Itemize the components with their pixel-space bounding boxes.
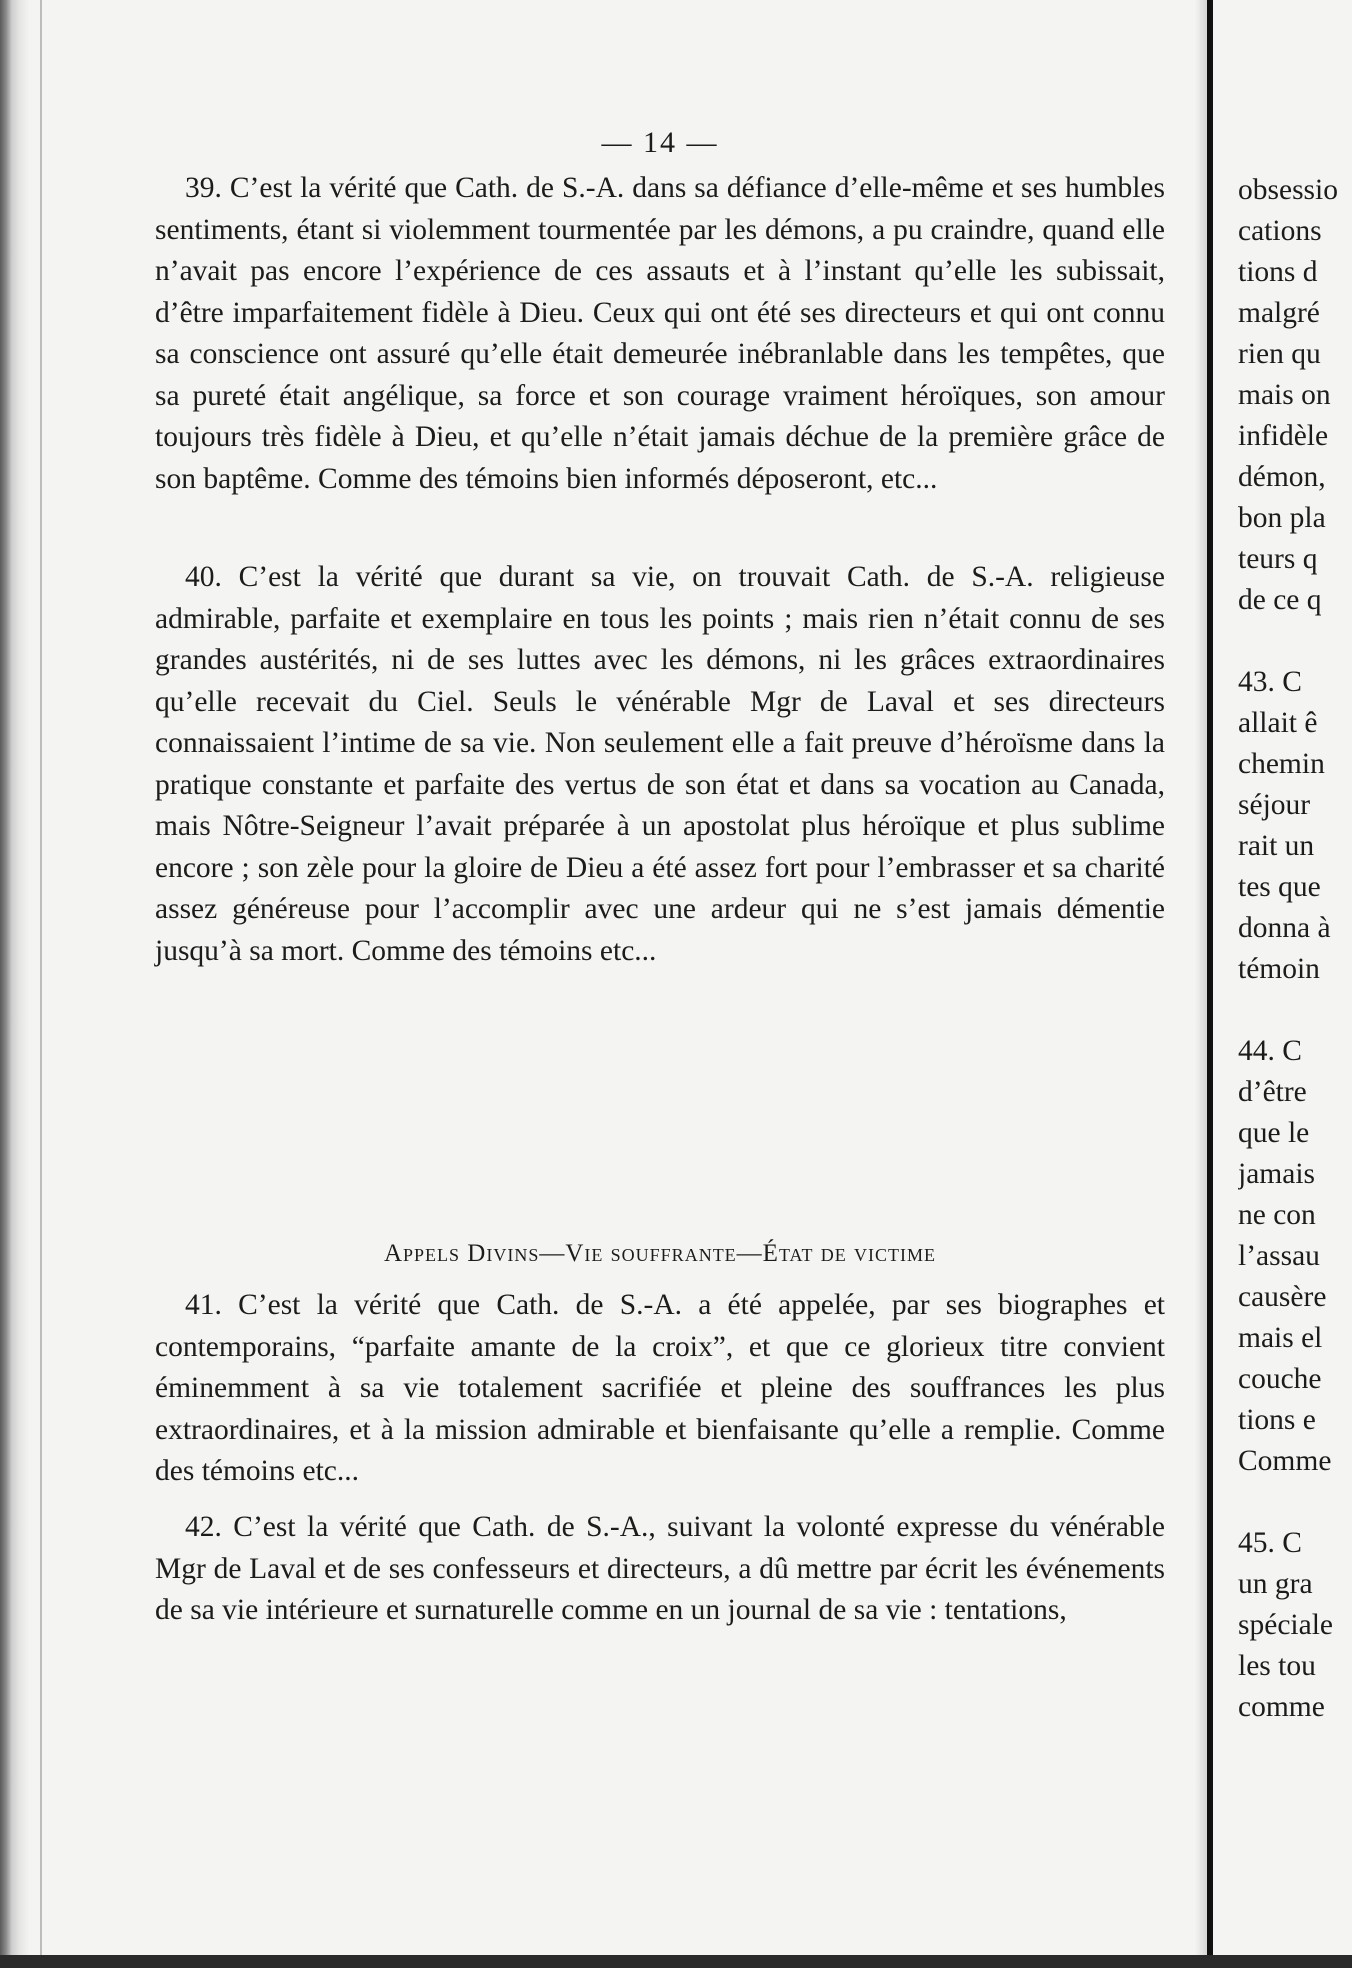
paragraph-text: 41. C’est la vérité que Cath. de S.-A. a été appelée, par ses biographes et contemporains, “parfaite amante de la croix”, et que ce glorieux titre convient éminemment à sa vie totalement sacrifiée et pleine des souffrances les plus extraordinaires, et à la mission admirable et bienfaisante qu’elle a remplie. Comme des témoins etc... bbox=[155, 1289, 1165, 1487]
right-line: les tou bbox=[1238, 1650, 1316, 1682]
page-edge-line bbox=[40, 0, 42, 1968]
right-line: d’être bbox=[1238, 1076, 1307, 1108]
page-number: — 14 — bbox=[601, 126, 719, 159]
right-line: de ce q bbox=[1238, 584, 1322, 616]
book-gutter bbox=[1207, 0, 1213, 1968]
paragraph-41 bbox=[155, 1285, 1165, 1493]
paragraph-text: 39. C’est la vérité que Cath. de S.-A. dans sa défiance d’elle-même et ses humbles sentiments, étant si violemment tourmentée par les démons, a pu craindre, quand elle n’avait pas encore l’expérience de ces assauts et à l’instant qu’elle les subissait, d’être imparfaitement fidèle à Dieu. Ceux qui ont été ses directeurs et qui ont connu sa conscience ont assuré qu’elle était demeurée inébranlable dans les tempêtes, que sa pureté était angélique, sa force et son courage vraiment héroïques, son amour toujours très fidèle à Dieu, et qu’elle n’était jamais déchue de la première grâce de son baptême. Comme des témoins bien informés déposeront, etc... bbox=[155, 172, 1165, 495]
right-line: tions d bbox=[1238, 256, 1318, 288]
paragraph-42 bbox=[155, 1507, 1165, 1632]
right-line: 43. C bbox=[1238, 666, 1302, 698]
right-line: que le bbox=[1238, 1117, 1310, 1149]
right-line: obsessio bbox=[1238, 174, 1338, 206]
right-line: chemin bbox=[1238, 748, 1325, 780]
right-line: séjour bbox=[1238, 789, 1311, 821]
right-line: allait ê bbox=[1238, 707, 1318, 739]
right-line: cations bbox=[1238, 215, 1322, 247]
right-line: rait un bbox=[1238, 830, 1315, 862]
right-line: tions e bbox=[1238, 1404, 1316, 1436]
right-line: malgré bbox=[1238, 297, 1320, 329]
right-line: 44. C bbox=[1238, 1035, 1302, 1067]
right-line: un gra bbox=[1238, 1568, 1313, 1600]
right-line: bon pla bbox=[1238, 502, 1326, 534]
right-line: spéciale bbox=[1238, 1609, 1333, 1641]
paragraph-40 bbox=[155, 557, 1165, 972]
right-line: tes que bbox=[1238, 871, 1321, 903]
paragraph-text: 40. C’est la vérité que durant sa vie, on trouvait Cath. de S.-A. religieuse admirable, parfaite et exemplaire en tous les points ; mais rien n’était connu de ses grandes austérités, ni de ses luttes avec les démons, ni les grâces extraordinaires qu’elle recevait du Ciel. Seuls le vénérable Mgr de Laval et ses directeurs connaissaient l’intime de sa vie. Non seulement elle a fait preuve d’héroïsme dans la pratique constante et parfaite des vertus de son état et dans sa vocation au Canada, mais Nôtre-Seigneur l’avait préparée à un apostolat plus héroïque et plus sublime encore ; son zèle pour la gloire de Dieu a été assez fort pour l’embrasser et sa charité assez généreuse pour l’accomplir avec une ardeur qui ne s’est jamais démentie jusqu’à sa mort. Comme des témoins etc... bbox=[155, 561, 1165, 967]
bottom-scan-edge bbox=[0, 1955, 1352, 1968]
right-line: 45. C bbox=[1238, 1527, 1302, 1559]
right-line: l’assau bbox=[1238, 1240, 1320, 1272]
gutter-shadow bbox=[1195, 0, 1207, 1968]
right-line: infidèle bbox=[1238, 420, 1329, 452]
right-line: mais on bbox=[1238, 379, 1331, 411]
right-line: témoin bbox=[1238, 953, 1320, 985]
right-line: mais el bbox=[1238, 1322, 1323, 1354]
right-line: causère bbox=[1238, 1281, 1327, 1313]
right-line: jamais bbox=[1238, 1158, 1316, 1190]
right-page-cropped bbox=[1238, 0, 1352, 1968]
paragraph-39 bbox=[155, 168, 1165, 500]
right-line: démon, bbox=[1238, 461, 1326, 493]
paragraph-text: 42. C’est la vérité que Cath. de S.-A., suivant la volonté expresse du vénérable Mgr de Laval et de ses confesseurs et directeurs, a dû mettre par écrit les événements de sa vie intérieure et surnaturelle comme en un journal de sa vie : tentations, bbox=[155, 1511, 1165, 1626]
binding-edge bbox=[0, 0, 30, 1968]
right-line: couche bbox=[1238, 1363, 1322, 1395]
right-line: ne con bbox=[1238, 1199, 1316, 1231]
right-line: rien qu bbox=[1238, 338, 1321, 370]
right-line: teurs q bbox=[1238, 543, 1318, 575]
right-line: comme bbox=[1238, 1691, 1325, 1723]
right-line: donna à bbox=[1238, 912, 1331, 944]
section-heading: Appels Divins—Vie souffrante—État de victime bbox=[383, 1240, 936, 1267]
right-line: Comme bbox=[1238, 1445, 1332, 1477]
